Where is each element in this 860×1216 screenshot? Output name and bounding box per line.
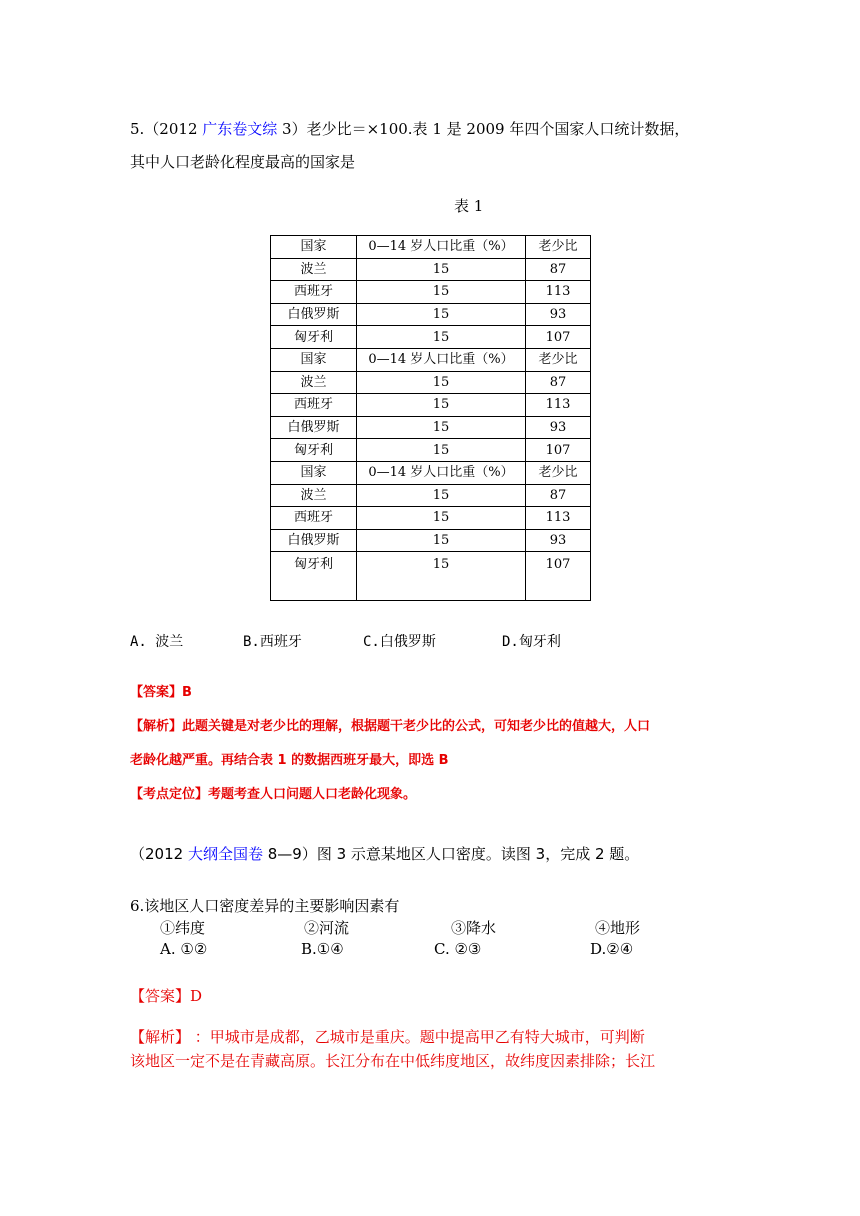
q6-option-a[interactable]: A. ①② xyxy=(160,940,208,958)
table-cell: 107 xyxy=(526,326,591,349)
q5-kaodian: 【考点定位】考题考查人口问题人口老龄化现象。 xyxy=(130,787,417,802)
group-suffix: 8—9）图 3 示意某地区人口密度。读图 3，完成 2 题。 xyxy=(262,845,640,863)
q5-source-link[interactable]: 广东卷文综 xyxy=(202,120,278,138)
table-header-row xyxy=(271,236,591,259)
q5-stem-line1 xyxy=(130,118,689,139)
table-cell: 15 xyxy=(357,552,526,601)
table-cell: 白俄罗斯 xyxy=(271,529,357,552)
table-row xyxy=(271,281,591,304)
q6-factor-2: ②河流 xyxy=(304,919,350,937)
table-cell: 15 xyxy=(357,281,526,304)
q6-factor-3: ③降水 xyxy=(451,919,497,937)
table-row xyxy=(271,484,591,507)
table-cell: 15 xyxy=(357,258,526,281)
table-cell: 白俄罗斯 xyxy=(271,416,357,439)
table-cell: 113 xyxy=(526,394,591,417)
table-row xyxy=(271,371,591,394)
table-cell: 西班牙 xyxy=(271,394,357,417)
table-cell: 匈牙利 xyxy=(271,552,357,601)
table-caption: 表 1 xyxy=(454,197,484,215)
table-cell: 113 xyxy=(526,281,591,304)
table-header-row xyxy=(271,348,591,371)
q5-stem-suffix: 3）老少比＝×100.表 1 是 2009 年四个国家人口统计数据， xyxy=(277,120,690,138)
table-cell: 15 xyxy=(357,507,526,530)
table-cell: 西班牙 xyxy=(271,281,357,304)
table-header-cell: 0—14 岁人口比重（%） xyxy=(357,348,526,371)
q5-answer: 【答案】B xyxy=(130,685,192,700)
q5-analysis-line1: 【解析】此题关键是对老少比的理解，根据题干老少比的公式，可知老少比的值越大，人口 xyxy=(130,719,651,734)
table-cell: 匈牙利 xyxy=(271,326,357,349)
table-cell: 15 xyxy=(357,394,526,417)
q5-option-c[interactable]: C.白俄罗斯 xyxy=(363,634,436,650)
q5-option-a[interactable]: A. 波兰 xyxy=(130,634,184,650)
q6-analysis-line2: 该地区一定不是在青藏高原。长江分布在中低纬度地区，故纬度因素排除；长江 xyxy=(130,1052,656,1070)
table-cell: 93 xyxy=(526,416,591,439)
q6-option-b[interactable]: B.①④ xyxy=(301,940,344,958)
table-cell: 87 xyxy=(526,258,591,281)
table-cell: 波兰 xyxy=(271,484,357,507)
table-cell: 白俄罗斯 xyxy=(271,303,357,326)
q6-analysis-line1: 【解析】 ：甲城市是成都，乙城市是重庆。题中提高甲乙有特大城市，可判断 xyxy=(130,1028,645,1046)
table-cell: 87 xyxy=(526,371,591,394)
table-row xyxy=(271,529,591,552)
table-header-row xyxy=(271,461,591,484)
table-cell: 87 xyxy=(526,484,591,507)
table-cell: 107 xyxy=(526,439,591,462)
table-header-cell: 国家 xyxy=(271,348,357,371)
group-prefix: （2012 xyxy=(130,845,188,863)
q5-analysis-line2: 老龄化越严重。再结合表 1 的数据西班牙最大，即选 B xyxy=(130,753,449,768)
q5-option-d[interactable]: D.匈牙利 xyxy=(502,634,561,650)
table-row xyxy=(271,326,591,349)
table-row xyxy=(271,552,591,601)
table-row xyxy=(271,394,591,417)
table-cell: 93 xyxy=(526,529,591,552)
q6-answer: 【答案】D xyxy=(130,987,203,1005)
table-cell: 15 xyxy=(357,371,526,394)
table-cell: 15 xyxy=(357,326,526,349)
group-header xyxy=(130,843,639,864)
table-cell: 15 xyxy=(357,439,526,462)
table-header-cell: 国家 xyxy=(271,461,357,484)
table-cell: 15 xyxy=(357,303,526,326)
q5-option-b[interactable]: B.西班牙 xyxy=(243,634,302,650)
table-cell: 107 xyxy=(526,552,591,601)
q6-option-d[interactable]: D.②④ xyxy=(590,940,634,958)
table-header-cell: 老少比 xyxy=(526,236,591,259)
q6-option-c[interactable]: C. ②③ xyxy=(434,940,482,958)
table-cell: 匈牙利 xyxy=(271,439,357,462)
q5-stem-prefix: 5.（2012 xyxy=(130,120,203,138)
group-source-link[interactable]: 大纲全国卷 xyxy=(187,845,263,863)
population-table xyxy=(270,235,591,601)
table-cell: 15 xyxy=(357,529,526,552)
table-cell: 93 xyxy=(526,303,591,326)
q6-factor-4: ④地形 xyxy=(595,919,641,937)
table-header-cell: 0—14 岁人口比重（%） xyxy=(357,461,526,484)
table-cell: 15 xyxy=(357,484,526,507)
table-cell: 15 xyxy=(357,416,526,439)
table-header-cell: 老少比 xyxy=(526,348,591,371)
table-row xyxy=(271,303,591,326)
table-header-cell: 0—14 岁人口比重（%） xyxy=(357,236,526,259)
q5-stem-line2: 其中人口老龄化程度最高的国家是 xyxy=(130,153,356,171)
q6-factor-1: ①纬度 xyxy=(160,919,206,937)
table-row xyxy=(271,416,591,439)
table-row xyxy=(271,507,591,530)
q6-stem: 6.该地区人口密度差异的主要影响因素有 xyxy=(130,897,400,915)
table-cell: 波兰 xyxy=(271,258,357,281)
table-header-cell: 国家 xyxy=(271,236,357,259)
table-cell: 113 xyxy=(526,507,591,530)
table-row xyxy=(271,258,591,281)
table-cell: 西班牙 xyxy=(271,507,357,530)
table-row xyxy=(271,439,591,462)
table-header-cell: 老少比 xyxy=(526,461,591,484)
table-cell: 波兰 xyxy=(271,371,357,394)
